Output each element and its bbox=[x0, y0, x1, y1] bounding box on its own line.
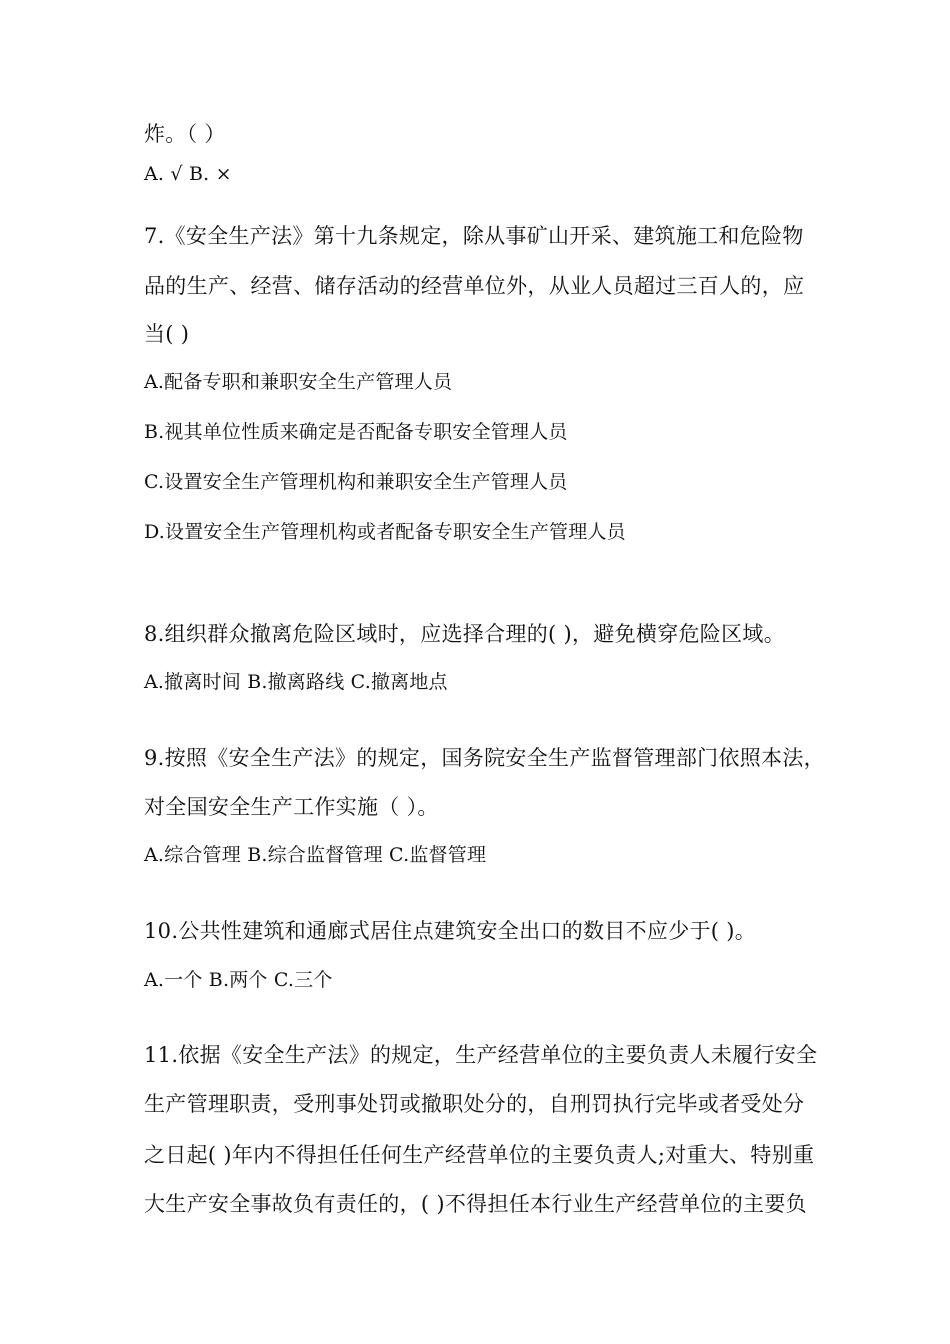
q7-text-line-3: 当( ) bbox=[144, 322, 190, 346]
q8-options: A.撤离时间 B.撤离路线 C.撤离地点 bbox=[144, 671, 448, 693]
q7-option-a: A.配备专职和兼职安全生产管理人员 bbox=[144, 371, 453, 393]
q10-text: 10.公共性建筑和通廊式居住点建筑安全出口的数目不应少于( )。 bbox=[144, 919, 757, 943]
q6-continuation: 炸。（ ） bbox=[144, 122, 226, 146]
q7-option-b: B.视其单位性质来确定是否配备专职安全管理人员 bbox=[144, 421, 568, 443]
q11-text-line-3: 之日起( )年内不得担任任何生产经营单位的主要负责人;对重大、特别重 bbox=[144, 1143, 815, 1167]
q9-options: A.综合管理 B.综合监督管理 C.监督管理 bbox=[144, 844, 487, 866]
q7-text-line-2: 品的生产、经营、储存活动的经营单位外，从业人员超过三百人的，应 bbox=[144, 274, 805, 298]
q7-option-d: D.设置安全生产管理机构或者配备专职安全生产管理人员 bbox=[144, 521, 626, 543]
q6-options: A. √ B. × bbox=[144, 163, 232, 185]
q7-text-line-1: 7.《安全生产法》第十九条规定，除从事矿山开采、建筑施工和危险物 bbox=[144, 224, 804, 248]
q8-text: 8.组织群众撤离危险区域时，应选择合理的( )，避免横穿危险区域。 bbox=[144, 622, 785, 646]
q11-text-line-4: 大生产安全事故负有责任的，( )不得担任本行业生产经营单位的主要负 bbox=[144, 1192, 807, 1216]
q9-text-line-1: 9.按照《安全生产法》的规定，国务院安全生产监督管理部门依照本法， bbox=[144, 746, 825, 770]
q11-text-line-2: 生产管理职责，受刑事处罚或撤职处分的，自刑罚执行完毕或者受处分 bbox=[144, 1092, 805, 1116]
q10-options: A.一个 B.两个 C.三个 bbox=[144, 969, 333, 991]
q7-option-c: C.设置安全生产管理机构和兼职安全生产管理人员 bbox=[144, 471, 568, 493]
q11-text-line-1: 11.依据《安全生产法》的规定，生产经营单位的主要负责人未履行安全 bbox=[144, 1043, 818, 1067]
q9-text-line-2: 对全国安全生产工作实施（ ）。 bbox=[144, 795, 439, 819]
